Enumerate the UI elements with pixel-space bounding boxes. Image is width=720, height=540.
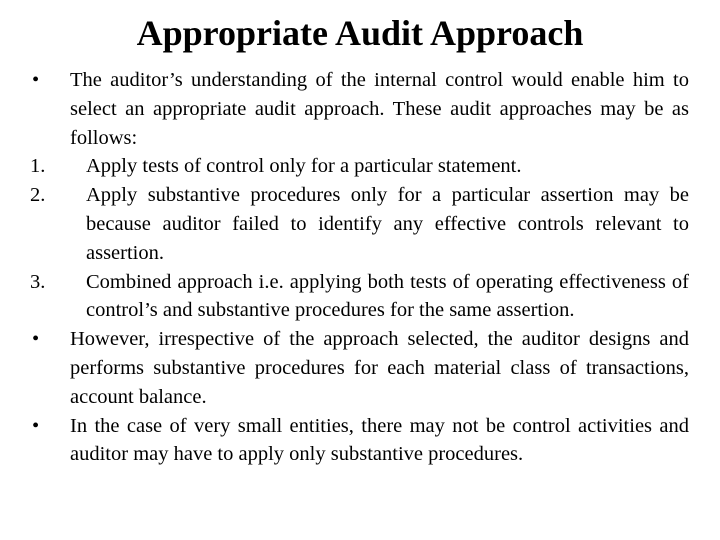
list-item-text: Apply tests of control only for a particular statement. xyxy=(86,155,522,178)
list-item-intro xyxy=(30,66,689,152)
number-marker: 3. xyxy=(30,270,46,293)
number-marker: 1. xyxy=(30,155,46,178)
list-item-text: The auditor’s understanding of the internal control would enable him to select an appropriate audit approach. These audit approaches may be as follows: xyxy=(70,69,689,149)
list-item-approach-3 xyxy=(30,268,689,326)
list-item-small-entities xyxy=(30,412,689,470)
list-item-text: In the case of very small entities, there may not be control activities and auditor may have to apply only substantive procedures. xyxy=(70,414,689,466)
bullet-marker: • xyxy=(32,328,40,351)
list-item-text: However, irrespective of the approach selected, the auditor designs and performs substantive procedures for each material class of transactions, account balance. xyxy=(70,328,689,408)
list-item-approach-1 xyxy=(30,152,689,181)
slide-title: Appropriate Audit Approach xyxy=(136,13,584,53)
bullet-marker: • xyxy=(32,414,40,437)
number-marker: 2. xyxy=(30,184,46,207)
list-item-approach-2 xyxy=(30,181,689,267)
bullet-marker: • xyxy=(32,69,40,91)
slide-content-list xyxy=(30,66,689,469)
list-item-text: Combined approach i.e. applying both tests of operating effectiveness of control’s and substantive procedures for the same assertion. xyxy=(86,270,689,322)
list-item-however xyxy=(30,325,689,411)
list-item-text: Apply substantive procedures only for a particular assertion may be because auditor failed to identify any effective controls relevant to assertion. xyxy=(86,184,689,264)
